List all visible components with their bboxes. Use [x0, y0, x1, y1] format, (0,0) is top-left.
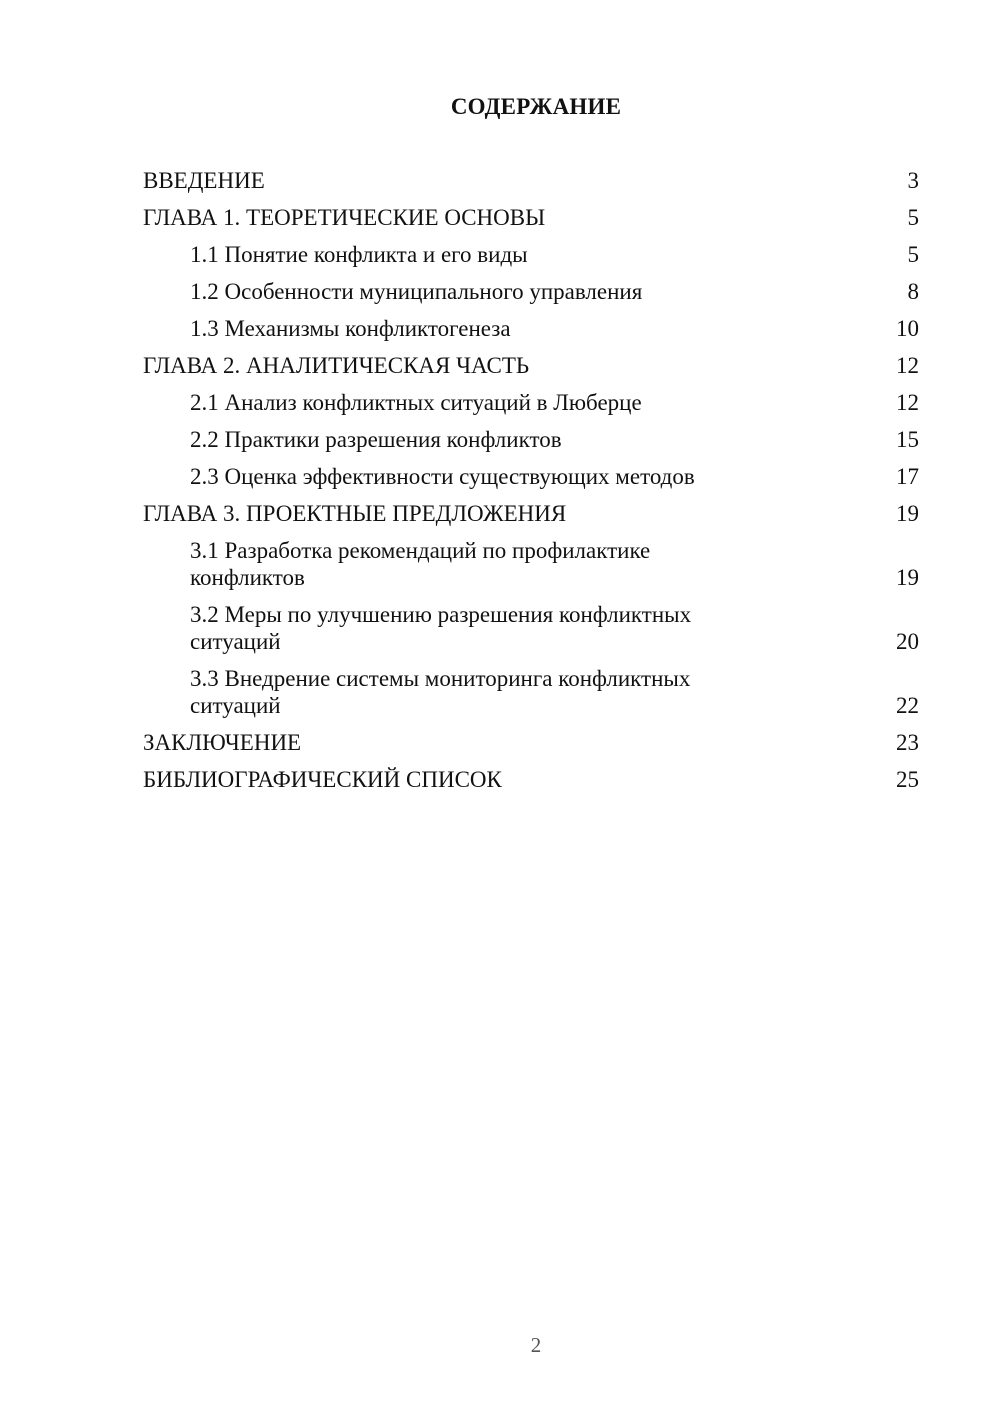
toc-entry-title: ГЛАВА 2. АНАЛИТИЧЕСКАЯ ЧАСТЬ [143, 353, 530, 378]
toc-heading: СОДЕРЖАНИЕ [450, 94, 622, 119]
toc-entry-section-3-1 [143, 537, 919, 591]
toc-entry-page: 20 [896, 629, 919, 654]
toc-entry-page: 5 [907, 242, 919, 267]
toc-entry-section-1-3 [143, 315, 919, 342]
toc-entry-section-2-1 [143, 389, 919, 416]
toc-entry-title: ГЛАВА 1. ТЕОРЕТИЧЕСКИЕ ОСНОВЫ [143, 205, 546, 230]
toc-entry-title: ГЛАВА 3. ПРОЕКТНЫЕ ПРЕДЛОЖЕНИЯ [143, 501, 567, 526]
table-of-contents [143, 167, 919, 803]
toc-entry-section-2-2 [143, 426, 919, 453]
toc-entry-page: 3 [907, 168, 919, 193]
toc-entry-title: 1.3 Механизмы конфликтогенеза [190, 316, 511, 341]
toc-entry-title: 3.3 Внедрение системы мониторинга конфликтных ситуаций [190, 666, 691, 718]
toc-entry-section-3-3 [143, 665, 919, 719]
toc-entry-page: 17 [896, 464, 919, 489]
toc-entry-page: 10 [896, 316, 919, 341]
toc-entry-title: ВВЕДЕНИЕ [143, 168, 265, 193]
toc-entry-chapter-3 [143, 500, 919, 527]
toc-entry-title: 2.2 Практики разрешения конфликтов [190, 427, 562, 452]
toc-entry-introduction [143, 167, 919, 194]
toc-entry-title: БИБЛИОГРАФИЧЕСКИЙ СПИСОК [143, 767, 502, 792]
toc-entry-title: ЗАКЛЮЧЕНИЕ [143, 730, 302, 755]
toc-entry-page: 25 [896, 767, 919, 792]
toc-entry-chapter-2 [143, 352, 919, 379]
toc-entry-title: 1.1 Понятие конфликта и его виды [190, 242, 528, 267]
toc-entry-page: 12 [896, 390, 919, 415]
toc-entry-title: 3.2 Меры по улучшению разрешения конфликтных ситуаций [190, 602, 692, 654]
toc-entry-page: 19 [896, 565, 919, 590]
toc-entry-page: 8 [907, 279, 919, 304]
toc-entry-title: 2.1 Анализ конфликтных ситуаций в Люберце [190, 390, 642, 415]
toc-entry-page: 15 [896, 427, 919, 452]
toc-entry-conclusion [143, 729, 919, 756]
toc-entry-section-1-2 [143, 278, 919, 305]
page-number: 2 [530, 1333, 542, 1357]
toc-entry-title: 3.1 Разработка рекомендаций по профилактике конфликтов [190, 538, 651, 590]
toc-entry-page: 19 [896, 501, 919, 526]
toc-entry-section-1-1 [143, 241, 919, 268]
toc-entry-title: 1.2 Особенности муниципального управления [190, 279, 643, 304]
toc-entry-section-2-3 [143, 463, 919, 490]
toc-entry-page: 22 [896, 693, 919, 718]
toc-entry-section-3-2 [143, 601, 919, 655]
toc-entry-page: 23 [896, 730, 919, 755]
toc-entry-title: 2.3 Оценка эффективности существующих методов [190, 464, 695, 489]
toc-entry-chapter-1 [143, 204, 919, 231]
toc-entry-page: 12 [896, 353, 919, 378]
toc-entry-page: 5 [907, 205, 919, 230]
toc-entry-bibliography [143, 766, 919, 793]
